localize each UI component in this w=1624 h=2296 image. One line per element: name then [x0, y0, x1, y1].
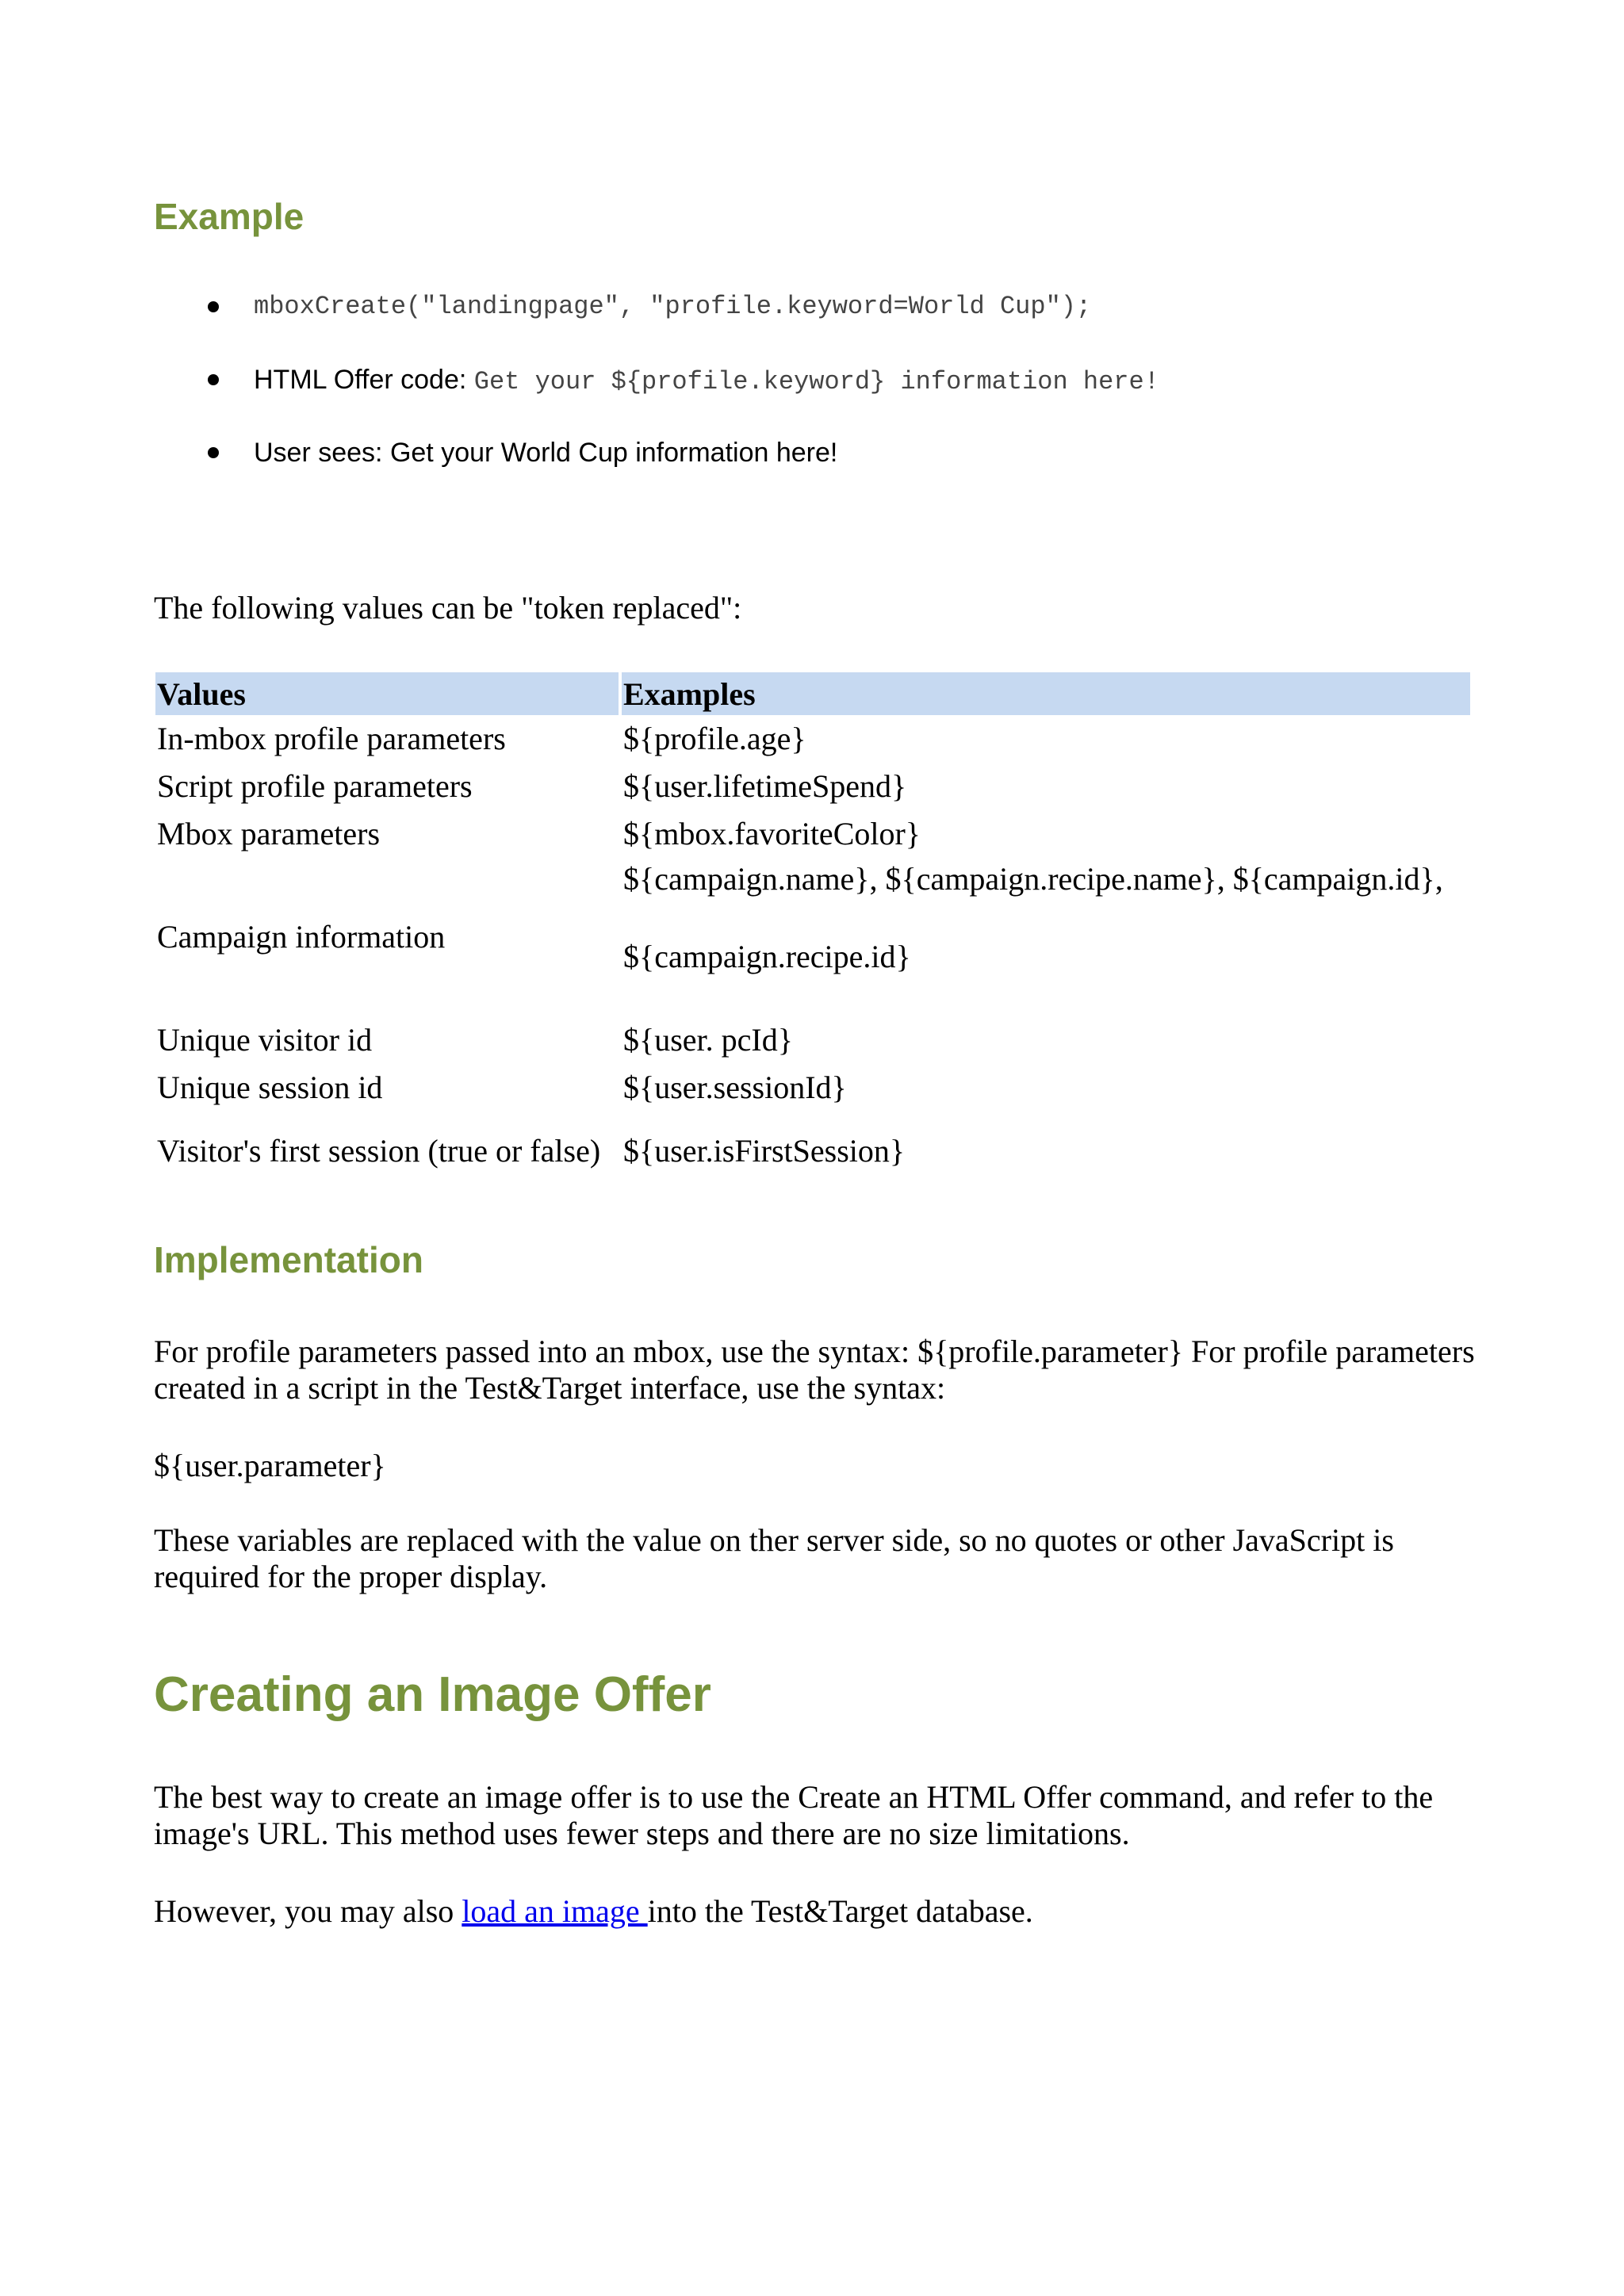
image-offer-heading: Creating an Image Offer: [154, 1667, 711, 1722]
table-row: [155, 1064, 1470, 1112]
code-snippet: Get your ${profile.keyword} information here!: [473, 367, 1159, 396]
table-row: [155, 810, 1470, 858]
table-row: [155, 1016, 1470, 1064]
table-cell: Unique session id: [157, 1070, 383, 1105]
image-offer-paragraph-1: The best way to create an image offer is to use the Create an HTML Offer command, and refer to the image's URL. This method uses fewer steps and there are no size limitations.: [154, 1779, 1434, 1851]
table-row: [155, 763, 1470, 810]
table-cell: ${user.isFirstSession}: [623, 1133, 906, 1169]
token-table: [152, 672, 1473, 1191]
table-cell: ${user. pcId}: [623, 1022, 793, 1058]
table-cell: Unique visitor id: [157, 1022, 373, 1058]
list-item: [154, 292, 1502, 365]
bullet-label: HTML Offer code:: [254, 365, 474, 395]
column-header-examples: Examples: [622, 672, 1470, 715]
table-row: [155, 1112, 1470, 1191]
paragraph-text: into the Test&Target database.: [647, 1893, 1033, 1929]
token-intro-text: The following values can be "token replaced":: [154, 590, 742, 626]
implementation-paragraph-1: For profile parameters passed into an mbox, use the syntax: ${profile.parameter} For profile parameters created in a script in the Test&Target interface, use the syntax:: [154, 1334, 1475, 1406]
table-cell: ${user.lifetimeSpend}: [623, 768, 907, 804]
bullet-icon: [208, 374, 219, 385]
implementation-paragraph-3: These variables are replaced with the value on ther server side, so no quotes or other JavaScript is required for the proper display.: [154, 1522, 1394, 1594]
table-cell: [622, 858, 1470, 1016]
bullet-icon: [208, 447, 219, 458]
table-cell: Mbox parameters: [157, 816, 381, 851]
bullet-icon: [208, 301, 219, 312]
example-heading: Example: [154, 196, 304, 237]
bullet-label: User sees: Get your World Cup information here!: [254, 438, 838, 468]
list-item: [154, 365, 1502, 438]
campaign-examples-line1: ${campaign.name}, ${campaign.recipe.name}, ${campaign.id},: [623, 861, 1443, 897]
table-row: [155, 715, 1470, 763]
table-row: [155, 858, 1470, 1016]
code-snippet: mboxCreate("landingpage", "profile.keyword=World Cup");: [254, 292, 1092, 321]
implementation-heading: Implementation: [154, 1239, 423, 1280]
example-bullet-list: [154, 292, 1502, 511]
campaign-examples-line2: ${campaign.recipe.id}: [623, 939, 911, 974]
paragraph-text: However, you may also: [154, 1893, 462, 1929]
list-item: [154, 438, 1502, 511]
load-image-link[interactable]: load an image: [462, 1893, 648, 1929]
column-header-values: Values: [155, 672, 619, 715]
implementation-paragraph-2: ${user.parameter}: [154, 1448, 386, 1483]
table-cell: Campaign information: [157, 919, 446, 955]
image-offer-paragraph-2: [154, 1893, 1486, 1930]
table-cell: In-mbox profile parameters: [157, 721, 506, 756]
table-cell: ${profile.age}: [623, 721, 806, 756]
table-header-row: [155, 672, 1470, 715]
table-cell: Script profile parameters: [157, 768, 473, 804]
table-cell: ${user.sessionId}: [623, 1070, 847, 1105]
table-cell: ${mbox.favoriteColor}: [623, 816, 921, 851]
table-cell: Visitor's first session (true or false): [157, 1133, 601, 1169]
